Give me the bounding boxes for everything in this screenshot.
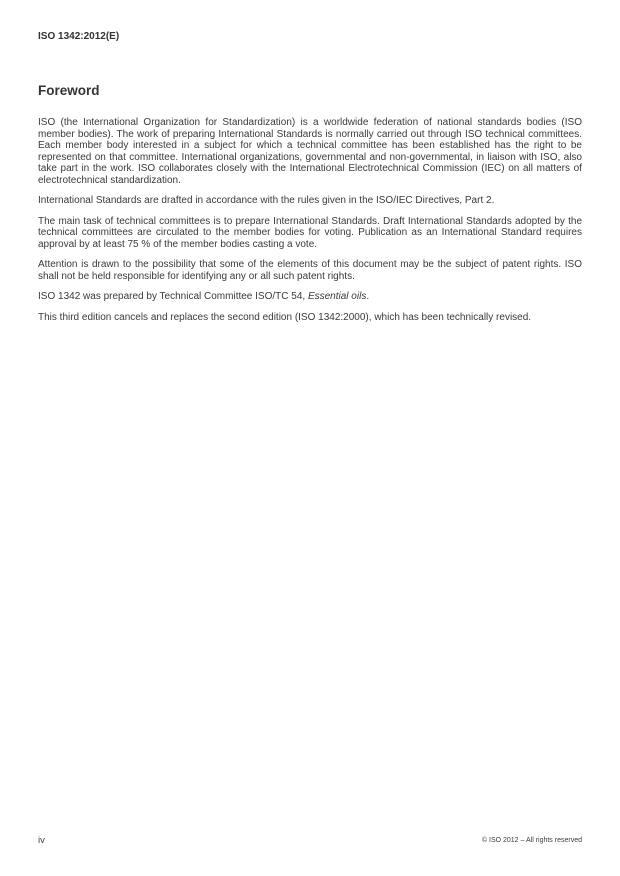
foreword-paragraph-3: The main task of technical committees is to prepare International Standards. Draft International Standards adopted by the technical committees are circulated to the member bodies for voting. Publication as an International Standard requires approval by at least 75 % of the member bodies casting a vote.	[38, 215, 582, 250]
committee-name-italic: Essential oils	[307, 291, 367, 302]
foreword-paragraph-5	[38, 291, 582, 303]
foreword-paragraph-5-period: .	[366, 291, 370, 302]
foreword-paragraph-5-text: ISO 1342 was prepared by Technical Committee ISO/TC 54,	[38, 291, 308, 302]
foreword-paragraph-6: This third edition cancels and replaces the second edition (ISO 1342:2000), which has been technically revised.	[38, 311, 532, 323]
page-title: Foreword	[38, 83, 100, 98]
foreword-paragraph-2: International Standards are drafted in accordance with the rules given in the ISO/IEC Directives, Part 2.	[38, 195, 495, 206]
foreword-paragraph-4: Attention is drawn to the possibility that some of the elements of this document may be the subject of patent rights. ISO shall not be held responsible for identifying any or all such patent rights.	[38, 259, 582, 282]
page-number: iv	[38, 835, 45, 846]
foreword-paragraph-1: ISO (the International Organization for Standardization) is a worldwide federation of national standards bodies (ISO member bodies). The work of preparing International Standards is normally carried out through ISO technical committees. Each member body interested in a subject for which a technical committee has been established has the right to be represented on that committee. International organizations, governmental and non-governmental, in liaison with ISO, also take part in the work. ISO collaborates closely with the International Electrotechnical Commission (IEC) on all matters of electrotechnical standardization.	[38, 117, 582, 186]
document-reference-header: ISO 1342:2012(E)	[38, 31, 120, 42]
document-body	[38, 117, 582, 332]
copyright-notice: © ISO 2012 – All rights reserved	[481, 837, 582, 844]
